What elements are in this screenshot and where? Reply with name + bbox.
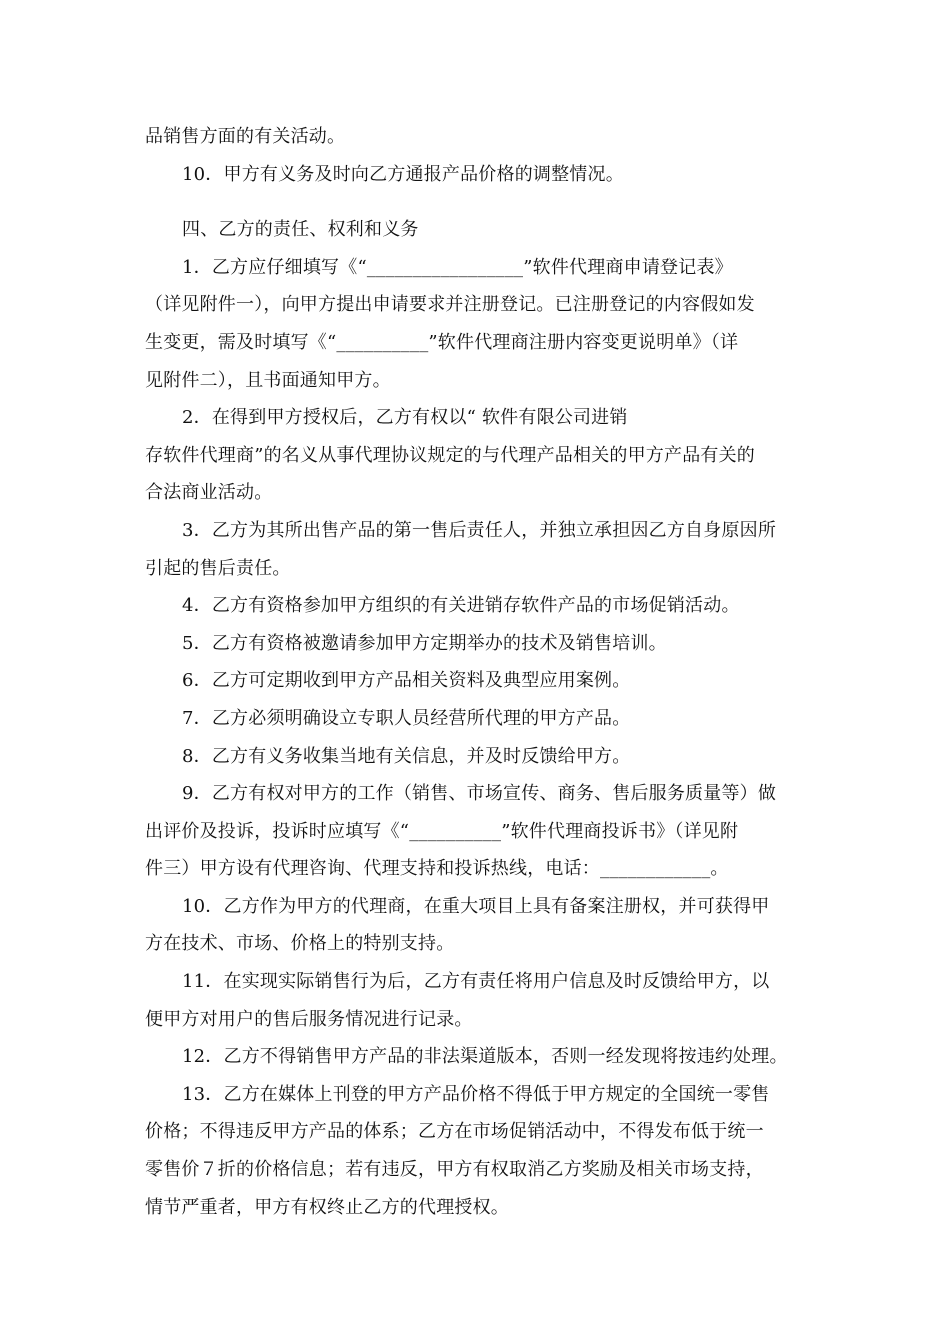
paragraph-line: 出评价及投诉，投诉时应填写《“__________”软件代理商投诉书》（详见附 [145, 820, 739, 842]
paragraph-line: 10．甲方有义务及时向乙方通报产品价格的调整情况。 [182, 163, 624, 185]
paragraph-line: 方在技术、市场、价格上的特别支持。 [145, 933, 455, 955]
section-heading: 四、乙方的责任、权利和义务 [182, 219, 419, 241]
paragraph-line: 存软件代理商”的名义从事代理协议规定的与代理产品相关的甲方产品有关的 [145, 444, 755, 466]
paragraph-line: 8．乙方有义务收集当地有关信息，并及时反馈给甲方。 [182, 745, 631, 767]
paragraph-line: 9．乙方有权对甲方的工作（销售、市场宣传、商务、售后服务质量等）做 [182, 783, 777, 805]
paragraph-line: 1．乙方应仔细填写《“_________________”软件代理商申请登记表》 [182, 256, 733, 278]
paragraph-line: 价格；不得违反甲方产品的体系；乙方在市场促销活动中，不得发布低于统一 [145, 1121, 764, 1143]
paragraph-line: 品销售方面的有关活动。 [145, 126, 346, 147]
paragraph-line: 见附件二），且书面通知甲方。 [145, 369, 391, 391]
paragraph-line: 5．乙方有资格被邀请参加甲方定期举办的技术及销售培训。 [182, 632, 667, 654]
paragraph-line: 情节严重者，甲方有权终止乙方的代理授权。 [145, 1196, 509, 1218]
paragraph-line: 13．乙方在媒体上刊登的甲方产品价格不得低于甲方规定的全国统一零售 [182, 1083, 770, 1105]
paragraph-line: 12．乙方不得销售甲方产品的非法渠道版本，否则一经发现将按违约处理。 [182, 1046, 788, 1068]
document-body [145, 118, 805, 1226]
paragraph-line: 2．在得到甲方授权后，乙方有权以“ 软件有限公司进销 [182, 407, 628, 429]
paragraph-line: 7．乙方必须明确设立专职人员经营所代理的甲方产品。 [182, 707, 631, 729]
paragraph-line: 生变更，需及时填写《“__________”软件代理商注册内容变更说明单》（详 [145, 331, 739, 353]
paragraph-line: 便甲方对用户的售后服务情况进行记录。 [145, 1008, 473, 1030]
paragraph-line: 10．乙方作为甲方的代理商，在重大项目上具有备案注册权，并可获得甲 [182, 895, 770, 917]
paragraph-line: 4．乙方有资格参加甲方组织的有关进销存软件产品的市场促销活动。 [182, 595, 740, 617]
paragraph-line: 11．在实现实际销售行为后，乙方有责任将用户信息及时反馈给甲方，以 [182, 971, 770, 993]
paragraph-line: 6．乙方可定期收到甲方产品相关资料及典型应用案例。 [182, 670, 631, 692]
paragraph-line: 零售价７折的价格信息；若有违反，甲方有权取消乙方奖励及相关市场支持， [145, 1159, 764, 1181]
paragraph-line: 件三）甲方设有代理咨询、代理支持和投诉热线，电话：____________。 [145, 858, 729, 880]
paragraph-line: （详见附件一），向甲方提出申请要求并注册登记。已注册登记的内容假如发 [145, 294, 755, 316]
paragraph-line: 合法商业活动。 [145, 482, 273, 504]
paragraph-line: 3．乙方为其所出售产品的第一售后责任人，并独立承担因乙方自身原因所 [182, 519, 777, 541]
paragraph-line: 引起的售后责任。 [145, 557, 291, 579]
